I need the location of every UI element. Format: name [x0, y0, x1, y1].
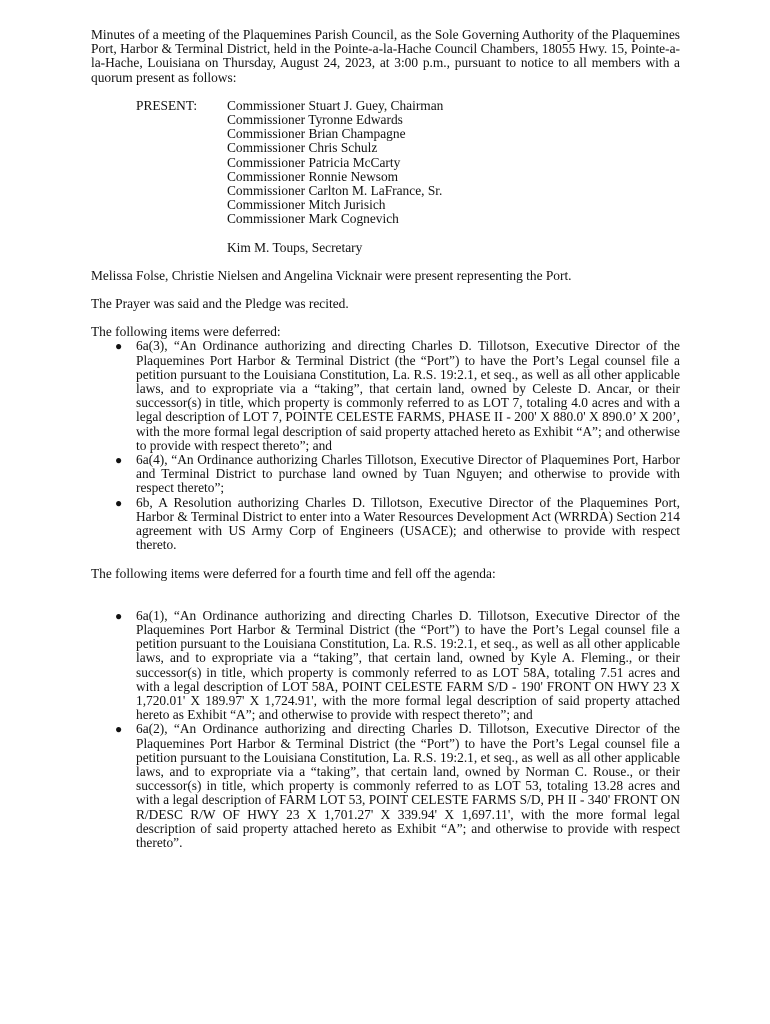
list-item-text: 6b, A Resolution authorizing Charles D. Tillotson, Executive Director of the Plaquemines Port, Harbor & Terminal District to enter into a Water Resources Development Act (WRRDA) Section 214 agreement with US Army Corp of Engineers (USACE); and otherwise to provide with respect thereto.	[136, 494, 680, 553]
commissioner-name: Commissioner Ronnie Newsom	[227, 168, 399, 184]
commissioner-name: Commissioner Tyronne Edwards	[227, 112, 403, 128]
list-item-text: 6a(1), “An Ordinance authorizing and directing Charles D. Tillotson, Executive Director of the Plaquemines Port Harbor & Terminal District (the “Port”) to have the Port’s Legal counsel file a petition pursuant to the Louisiana Constitution, La. R.S. 19:2.1, et seq., as well as all other applicable laws, and to expropriate via a “taking”, that certain land, owned by Kyle A. Fleming., or their successor(s) in title, which property is commonly referred to as LOT 58A, totaling 7.51 acres and with a legal description of LOT 58A, POINT CELESTE FARM S/D - 190' FRONT ON HWY 23 X 1,720.01' X 189.97' X 1,724.91', with the more formal legal description of said property attached hereto as Exhibit “A”; and otherwise to provide with respect thereto”; and	[136, 607, 680, 723]
present-label: PRESENT:	[136, 97, 198, 113]
list-item-text: 6a(3), “An Ordinance authorizing and directing Charles D. Tillotson, Executive Director of the Plaquemines Port Harbor & Terminal District (the “Port”) to have the Port’s Legal counsel file a petition pursuant to the Louisiana Constitution, La. R.S. 19:2.1, et seq., as well as all other applicable laws, and to expropriate via a “taking”, that certain land, owned by Celeste D. Ancar, or their successor(s) in title, which property is commonly referred to as LOT 7, totaling 4.0 acres and with a legal description of LOT 7, POINTE CELESTE FARMS, PHASE II - 200' X 880.0' X 890.0’ X 200’, with the more formal legal description of said property attached hereto as Exhibit “A”; and otherwise to provide with respect thereto”; and	[136, 338, 680, 453]
commissioner-name: Commissioner Chris Schulz	[227, 140, 378, 156]
secretary-name: Kim M. Toups, Secretary	[227, 239, 363, 255]
bullet-icon: ●	[115, 608, 123, 623]
list-item	[91, 453, 680, 496]
meeting-intro: Minutes of a meeting of the Plaquemines Parish Council, as the Sole Governing Authority of the Plaquemines Port, Harbor & Terminal District, held in the Pointe-a-la-Hache Council Chambers, 18055 Hwy. 15, Pointe-a-la-Hache, Louisiana on Thursday, August 24, 2023, at 3:00 p.m., pursuant to notice to all members with a quorum present as follows:	[91, 27, 680, 85]
bullet-icon: ●	[115, 722, 123, 737]
fell-off-list	[91, 609, 680, 850]
deferred-list	[91, 339, 680, 552]
bullet-icon: ●	[115, 453, 123, 468]
list-item	[91, 722, 680, 850]
commissioner-name: Commissioner Patricia McCarty	[227, 154, 401, 170]
commissioner-name: Commissioner Brian Champagne	[227, 126, 406, 142]
commissioner-name: Commissioner Stuart J. Guey, Chairman	[227, 97, 444, 113]
deferred-heading: The following items were deferred:	[91, 324, 281, 340]
port-representatives: Melissa Folse, Christie Nielsen and Angelina Vicknair were present representing the Port.	[91, 267, 572, 283]
bullet-icon: ●	[115, 339, 123, 354]
list-item	[91, 496, 680, 553]
commissioner-name: Commissioner Mitch Jurisich	[227, 197, 386, 213]
prayer-statement: The Prayer was said and the Pledge was recited.	[91, 296, 349, 312]
present-block	[136, 99, 680, 255]
present-list	[227, 99, 680, 255]
fell-off-heading: The following items were deferred for a fourth time and fell off the agenda:	[91, 565, 496, 581]
bullet-icon: ●	[115, 495, 123, 510]
list-item-text: 6a(4), “An Ordinance authorizing Charles Tillotson, Executive Director of Plaquemines Port, Harbor and Terminal District to purchase land owned by Tuan Nguyen; and otherwise to provide with respect thereto”;	[136, 452, 680, 496]
document-body	[91, 28, 680, 850]
commissioner-name: Commissioner Mark Cognevich	[227, 211, 399, 227]
list-item	[91, 339, 680, 453]
list-item-text: 6a(2), “An Ordinance authorizing and directing Charles D. Tillotson, Executive Director of the Plaquemines Port Harbor & Terminal District (the “Port”) to have the Port’s Legal counsel file a petition pursuant to the Louisiana Constitution, La. R.S. 19:2.1, et seq., as well as all other applicable laws, and to expropriate via a “taking”, that certain land, owned by Norman C. Rouse., or their successor(s) in title, which property is commonly referred to as LOT 53, totaling 13.28 acres and with a legal description of FARM LOT 53, POINT CELESTE FARMS S/D, PH II - 340' FRONT ON R/DESC R/W OF HWY 23 X 1,701.27' X 339.94' X 1,697.11', with the more formal legal description of said property attached hereto as Exhibit “A”; and otherwise to provide with respect thereto”.	[136, 721, 680, 850]
commissioner-name: Commissioner Carlton M. LaFrance, Sr.	[227, 183, 443, 199]
list-item	[91, 609, 680, 723]
